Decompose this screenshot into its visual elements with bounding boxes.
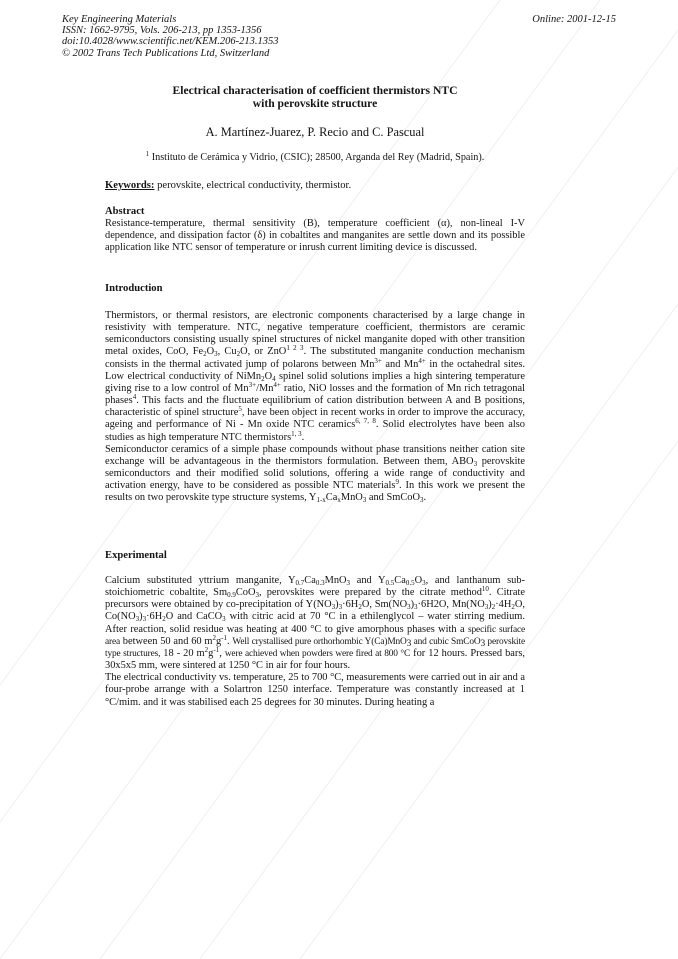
experimental-section bbox=[105, 550, 525, 562]
journal-header bbox=[62, 14, 279, 59]
authors: A. Martínez-Juarez, P. Recio and C. Pascual bbox=[205, 125, 425, 139]
affiliation-mark: 1 bbox=[145, 150, 150, 158]
introduction-section bbox=[105, 283, 525, 295]
introduction-body bbox=[105, 310, 525, 505]
online-date: Online: 2001-12-15 bbox=[532, 14, 616, 25]
issn-line: ISSN: 1662-9795, Vols. 206-213, pp 1353-1356 bbox=[62, 25, 262, 37]
intro-paragraph-1: Thermistors, or thermal resistors, are electronic components characterised by a large change in resistivity with temperature. NTC, negative temperature coefficient, thermistors are ceramic semiconductors consisting usually spinel structures of nickel manganite doped with other transition metal oxides, CoO, $Fe_2O_3$, $Cu_2O$, or ZnO$^{1 2 3}$. The substituted manganite conduction mechanism consists in the thermal activated jump of polarons between $Mn^{3+}$ and $Mn^{4+}$ in the octahedral sites. Low electrical conductivity of $NiMn_2O_4$ spinel solid solutions implies a high sintering temperature giving rise to a low control of $Mn^{3+}/Mn^{4+}$ ratio, NiO losses and the formation of Mn rich tetragonal phases$^4$. This facts and the fluctuate equilibrium of cation distribution between A and B positions, characteristic of spinel structure$^5$, have been object in recent works in order to improve the accuracy, ageing and performance of Ni - Mn oxide NTC ceramics$^{6, 7, 8}$. Solid electrolytes have been also studies as high temperature NTC thermistors$^{1, 3}$. bbox=[105, 310, 526, 443]
copyright-line: © 2002 Trans Tech Publications Ltd, Switzerland bbox=[62, 47, 270, 59]
experimental-body bbox=[105, 575, 525, 709]
abstract-text: Resistance-temperature, thermal sensitivity (B), temperature coefficient (α), non-lineal I-V dependence, and dissipation factor (δ) in cobaltites and manganites are settle down and its possible application like NTC sensor of temperature or inrush current limiting device is discussed. bbox=[105, 218, 525, 254]
title-line-1: Electrical characterisation of coefficient thermistors NTC bbox=[172, 84, 458, 97]
keywords bbox=[105, 180, 351, 191]
experimental-heading: Experimental bbox=[105, 550, 167, 561]
introduction-heading: Introduction bbox=[105, 283, 163, 294]
title-line-2: with perovskite structure bbox=[252, 97, 378, 110]
experimental-paragraph-2: The electrical conductivity vs. temperature, 25 to 700 °C, measurements were carried out in air and a four-probe arrange with a Solartron 1250 interface. Temperature was constantly increased at 1 °C/mim. and it was stabilised each 25 degrees for 30 minutes. During heating a bbox=[105, 672, 525, 708]
doi-line: doi:10.4028/www.scientific.net/KEM.206-213.1353 bbox=[62, 36, 279, 48]
journal-name: Key Engineering Materials bbox=[62, 14, 177, 25]
keywords-text: perovskite, electrical conductivity, thermistor. bbox=[154, 180, 352, 191]
intro-paragraph-2: Semiconductor ceramics of a simple phase compounds without phase transitions neither cation site exchange will be advantageous in the thermistors formulation. Between them, $ABO_3$ perovskite semiconductors and their modified solid solutions, offering a wide range of conductivity and activation energy, have to be considered as possible NTC materials$^9$. In this work we present the results on two perovskite type structure systems, $Y_{1-x}Ca_xMnO_3$ and SmCoO$_3$. bbox=[105, 443, 525, 505]
keywords-label: Keywords: bbox=[105, 180, 155, 191]
affiliation-text: Instituto de Cerámica y Vidrio, (CSIC); 28500, Arganda del Rey (Madrid, Spain). bbox=[151, 152, 485, 163]
abstract-heading: Abstract bbox=[105, 206, 145, 217]
paper-title bbox=[100, 84, 530, 110]
affiliation bbox=[0, 152, 630, 163]
abstract-section bbox=[105, 206, 525, 255]
experimental-paragraph-1: Calcium substituted yttrium manganite, $Y_{0.7}Ca_{0.3}MnO_3$ and $Y_{0.5}Ca_{0.5}O_3$, and lanthanum sub-stoichiometric cobaltite, $Sm_{0.9}CoO_3$, perovskites were prepared by the citrate method$^{10}$. Citrate precursors were obtained by co-precipitation of $Y(NO_3)_3\cdot 6H_2O$, $Sm(NO_3)_3\cdot 6H2O$, $Mn(NO_3)_2\cdot 4H_2O$, $Co(NO_3)_3\cdot 6H_2O$ and CaCO$_3$ with citric acid at 70 °C in a ethilenglycol – water stirring medium. After reaction, solid residue was heating at 400 °C to give amorphous phases with a specific surface area between 50 and 60 $m^2g^{-1}$. Well crystallised pure orthorhombic Y(Ca)MnO$_3$ and cubic SmCoO$_3$ perovskite type structures, 18 - 20 $m^2g^{-1}$, were achieved when powders were fired at 800 °C for 12 hours. Pressed bars, 30x5x5 mm, were sintered at 1250 °C in air for four hours. bbox=[105, 575, 526, 672]
